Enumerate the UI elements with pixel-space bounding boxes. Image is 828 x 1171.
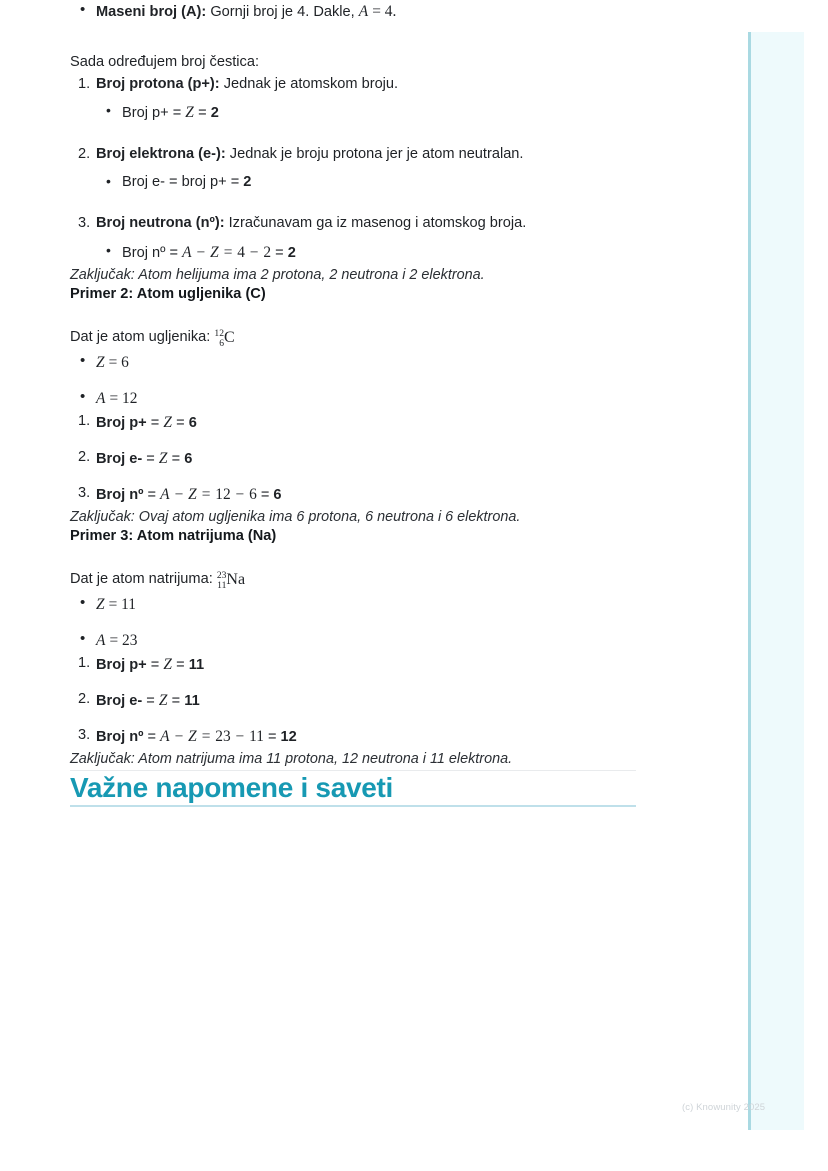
math-var-Z: Z [96, 596, 105, 614]
step-detail-list [96, 241, 650, 265]
step-label: Broj elektrona (e-): [96, 146, 226, 163]
mass-number-label: Maseni broj (A): [96, 4, 207, 20]
decorative-side-strip [748, 32, 804, 1130]
step-equals: = [146, 657, 164, 674]
math-equals: = [104, 596, 122, 614]
step-number: 3. [78, 726, 91, 743]
isotope-atomic-number: 11 [217, 579, 227, 591]
math-equals: = [219, 243, 237, 261]
isotope-notation-carbon [214, 326, 234, 351]
step-detail-list [96, 172, 650, 194]
math-var-Z: Z [163, 656, 173, 674]
sodium-given-paragraph [70, 568, 650, 593]
math-number: 23 [122, 632, 138, 650]
mass-number-equation: = 4. [368, 3, 397, 20]
math-minus: − [245, 243, 263, 261]
carbon-heading: Primer 2: Atom ugljenika (C) [70, 286, 266, 303]
step-number: 2. [78, 449, 91, 465]
carbon-steps-list [70, 411, 650, 507]
math-equals: = [197, 485, 215, 503]
footer-watermark: (c) Knowunity 2025 [682, 1102, 766, 1113]
math-var-A: A [96, 390, 106, 408]
math-var-Z: Z [185, 104, 195, 122]
step-equals: = [172, 415, 189, 432]
list-item [70, 483, 650, 507]
sodium-steps-list [70, 653, 650, 749]
step-label: Broj protona (p+): [96, 75, 220, 92]
math-var-Z: Z [96, 354, 105, 372]
sodium-given-prefix: Dat je atom natrijuma: [70, 571, 217, 588]
isotope-mass-number: 12 [214, 328, 224, 340]
isotope-numbers [214, 329, 224, 349]
isotope-numbers [217, 571, 227, 591]
step-label: Broj p+ [96, 657, 147, 674]
helium-steps-list [70, 74, 650, 265]
helium-conclusion: Zaključak: Atom helijuma ima 2 protona, 2 neutrona i 2 elektrona. [70, 266, 485, 283]
title-underline-rule [70, 805, 636, 807]
step-value: 6 [188, 415, 197, 432]
list-item [70, 387, 650, 411]
isotope-atomic-number: 6 [219, 337, 224, 349]
step-equals: = [142, 451, 159, 467]
math-equals: = [105, 632, 122, 650]
step-value: 11 [188, 657, 205, 674]
math-var-Z: Z [210, 243, 219, 261]
math-var-Z: Z [163, 414, 173, 432]
math-var-A: A [358, 3, 369, 20]
step-detail-list [96, 101, 650, 125]
list-item [70, 725, 650, 749]
step-value: 6 [184, 451, 193, 467]
list-item [70, 689, 650, 713]
detail-prefix: Broj p+ = [122, 105, 186, 122]
step-equals: = [143, 728, 161, 745]
list-item [96, 172, 650, 194]
math-minus: − [231, 485, 249, 503]
math-minus: − [170, 485, 188, 503]
math-number: 11 [249, 727, 264, 745]
document-content [70, 0, 650, 807]
math-equals: = [104, 354, 122, 372]
sodium-facts-list [70, 593, 650, 653]
math-var-A: A [182, 243, 192, 261]
step-text: Jednak je atomskom broju. [219, 75, 399, 92]
step-equals: = [142, 692, 159, 709]
mass-number-text: Gornji broj je 4. Dakle, [206, 4, 359, 20]
math-number: 23 [215, 727, 231, 745]
math-number: 4 [237, 243, 245, 261]
detail-value: 2 [287, 244, 296, 261]
step-equals: = [146, 415, 164, 432]
isotope-symbol: Na [226, 571, 246, 589]
step-equals: = [167, 451, 185, 467]
detail-equals: = [194, 105, 211, 122]
list-item [70, 447, 650, 471]
step-number: 3. [78, 215, 91, 232]
math-var-Z: Z [158, 691, 168, 709]
math-var-Z: Z [188, 485, 197, 503]
carbon-given-paragraph [70, 326, 650, 351]
math-var-A: A [160, 485, 170, 503]
detail-value: 2 [243, 174, 252, 191]
step-label: Broj e- [96, 451, 143, 467]
step-equals: = [143, 486, 161, 503]
step-label: Broj e- [96, 692, 143, 709]
step-label: Broj nº [96, 486, 144, 503]
detail-value: 2 [210, 105, 219, 122]
math-number: 6 [249, 485, 257, 503]
step-number: 3. [78, 484, 91, 501]
sodium-heading: Primer 3: Atom natrijuma (Na) [70, 528, 277, 545]
step-value: 12 [280, 728, 297, 745]
math-minus: − [231, 727, 249, 745]
list-item [70, 0, 650, 24]
math-var-Z: Z [158, 450, 168, 467]
math-equals: = [105, 390, 122, 408]
carbon-conclusion: Zaključak: Ovaj atom ugljenika ima 6 protona, 6 neutrona i 6 elektrona. [70, 508, 521, 525]
math-equals: = [263, 728, 281, 745]
page-title: Važne napomene i saveti [70, 772, 394, 804]
particles-intro-paragraph: Sada određujem broj čestica: [70, 53, 260, 70]
carbon-given-prefix: Dat je atom ugljenika: [70, 329, 215, 346]
step-number: 1. [78, 655, 91, 672]
detail-prefix: Broj nº = [122, 244, 183, 261]
math-equals: = [271, 244, 288, 261]
math-minus: − [170, 727, 188, 745]
step-equals: = [172, 657, 189, 674]
math-equals: = [197, 727, 215, 745]
math-number: 2 [263, 243, 272, 261]
detail-prefix: Broj e- = broj p+ = [122, 174, 244, 191]
carbon-facts-list [70, 351, 650, 411]
list-item [70, 351, 650, 375]
math-number: 12 [215, 485, 231, 503]
sodium-conclusion: Zaključak: Atom natrijuma ima 11 protona, 12 neutrona i 11 elektrona. [70, 750, 513, 767]
step-label: Broj neutrona (nº): [96, 215, 225, 232]
list-item [96, 101, 650, 125]
step-number: 2. [78, 690, 91, 707]
list-item [96, 241, 650, 265]
isotope-mass-number: 23 [216, 570, 227, 582]
mass-number-list [70, 0, 650, 24]
step-equals: = [167, 692, 185, 709]
math-number: 6 [121, 354, 129, 372]
list-item [70, 629, 650, 653]
step-number: 2. [78, 146, 91, 163]
math-equals: = [256, 486, 274, 503]
step-label: Broj nº [96, 728, 144, 745]
list-item [70, 411, 650, 435]
isotope-symbol: C [224, 329, 235, 347]
step-value: 11 [184, 692, 200, 709]
step-number: 1. [78, 413, 91, 430]
math-minus: − [192, 243, 210, 261]
step-number: 1. [78, 75, 91, 92]
step-text: Izračunavam ga iz masenog i atomskog broja. [224, 215, 527, 232]
list-item [70, 653, 650, 677]
list-item [70, 144, 650, 194]
step-label: Broj p+ [96, 415, 147, 432]
isotope-notation-sodium [217, 568, 245, 593]
math-var-A: A [96, 632, 106, 650]
step-text: Jednak je broju protona jer je atom neutralan. [225, 146, 524, 163]
list-item [70, 213, 650, 265]
math-var-A: A [160, 727, 170, 745]
list-item [70, 74, 650, 126]
math-number: 11 [121, 596, 136, 614]
math-var-Z: Z [188, 727, 197, 745]
list-item [70, 593, 650, 617]
math-number: 12 [122, 390, 138, 408]
step-value: 6 [273, 486, 282, 503]
